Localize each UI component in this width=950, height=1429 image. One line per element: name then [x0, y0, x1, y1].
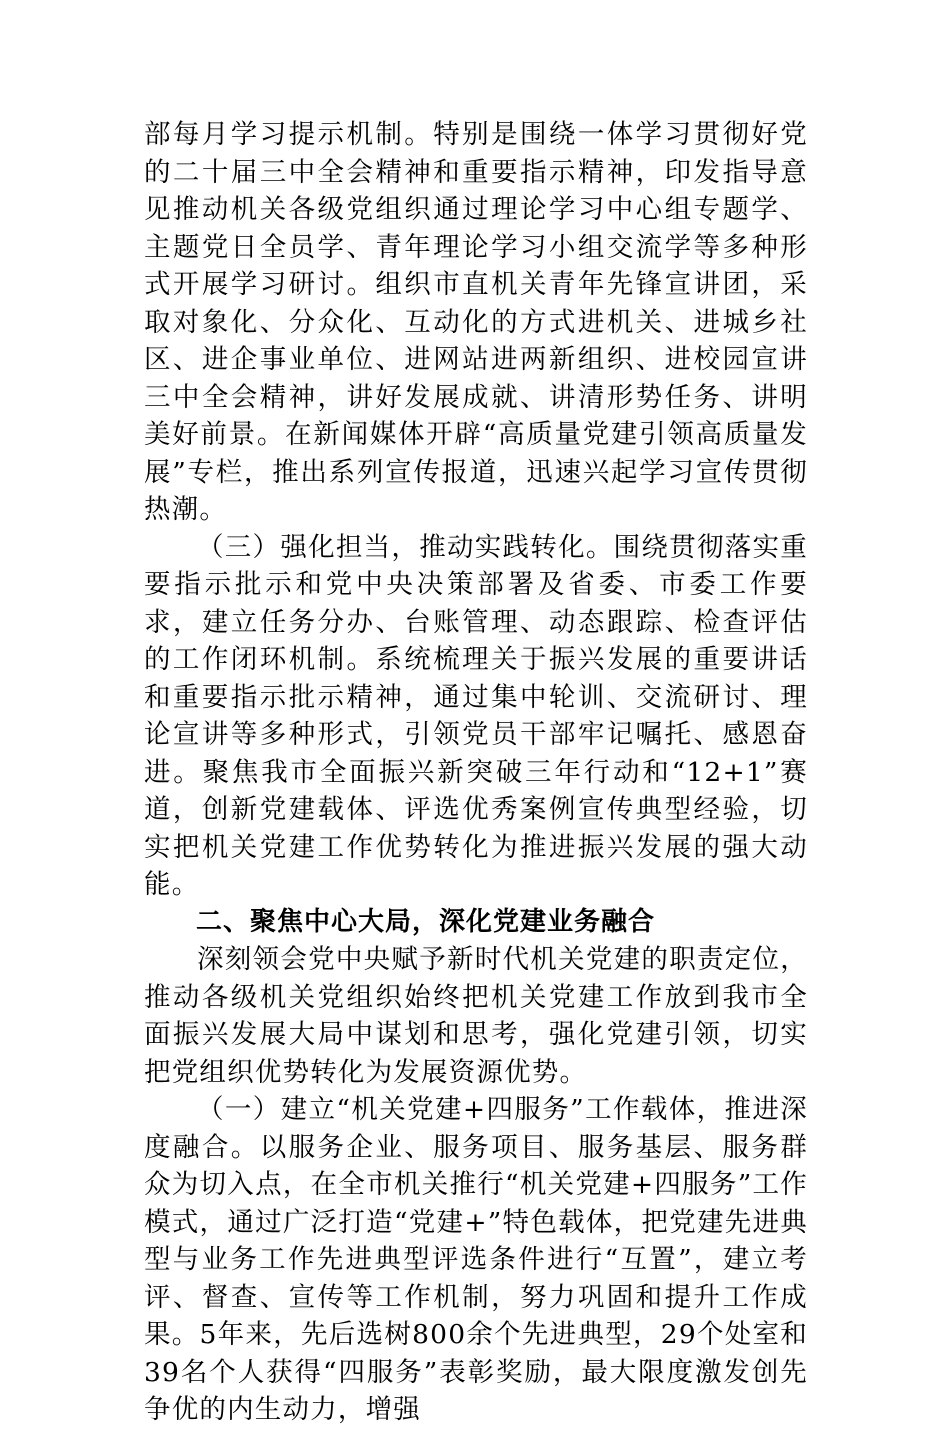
paragraph-practice-transformation: （三）强化担当，推动实践转化。围绕贯彻落实重要指示批示和党中央决策部署及省委、市委工作要求，建立任务分办、台账管理、动态跟踪、检查评估的工作闭环机制。系统梳理关于振兴发展的重要讲话和重要指示批示精神，通过集中轮训、交流研讨、理论宣讲等多种形式，引领党员干部牢记嘱托、感恩奋进。聚焦我市全面振兴新突破三年行动和“12+1”赛道，创新党建载体、评选优秀案例宣传典型经验，切实把机关党建工作优势转化为推进振兴发展的强大动能。	[144, 531, 808, 900]
paragraph-study-mechanism: 部每月学习提示机制。特别是围绕一体学习贯彻好党的二十届三中全会精神和重要指示精神，印发指导意见推动机关各级党组织通过理论学习中心组专题学、主题党日全员学、青年理论学习小组交流学等多种形式开展学习研讨。组织市直机关青年先锋宣讲团，采取对象化、分众化、互动化的方式进机关、进城乡社区、进企事业单位、进网站进两新组织、进校园宣讲三中全会精神，讲好发展成就、讲清形势任务、讲明美好前景。在新闻媒体开辟“高质量党建引领高质量发展”专栏，推出系列宣传报道，迅速兴起学习宣传贯彻热潮。	[144, 119, 808, 525]
paragraph-four-services: （一）建立“机关党建+四服务”工作载体，推进深度融合。以服务企业、服务项目、服务基层、服务群众为切入点，在全市机关推行“机关党建+四服务”工作模式，通过广泛打造“党建+”特色载体，把党建先进典型与业务工作先进典型评选条件进行“互置”，建立考评、督查、宣传等工作机制，努力巩固和提升工作成果。5年来，先后选树800余个先进典型，29个处室和39名个人获得“四服务”表彰奖励，最大限度激发创先争优的内生动力，增强	[144, 1094, 808, 1425]
document-body	[144, 116, 808, 1429]
paragraph-section-intro: 深刻领会党中央赋予新时代机关党建的职责定位，推动各级机关党组织始终把机关党建工作放到我市全面振兴发展大局中谋划和思考，强化党建引领，切实把党组织优势转化为发展资源优势。	[144, 944, 808, 1088]
section-heading-two: 二、聚焦中心大局，深化党建业务融合	[196, 906, 656, 937]
